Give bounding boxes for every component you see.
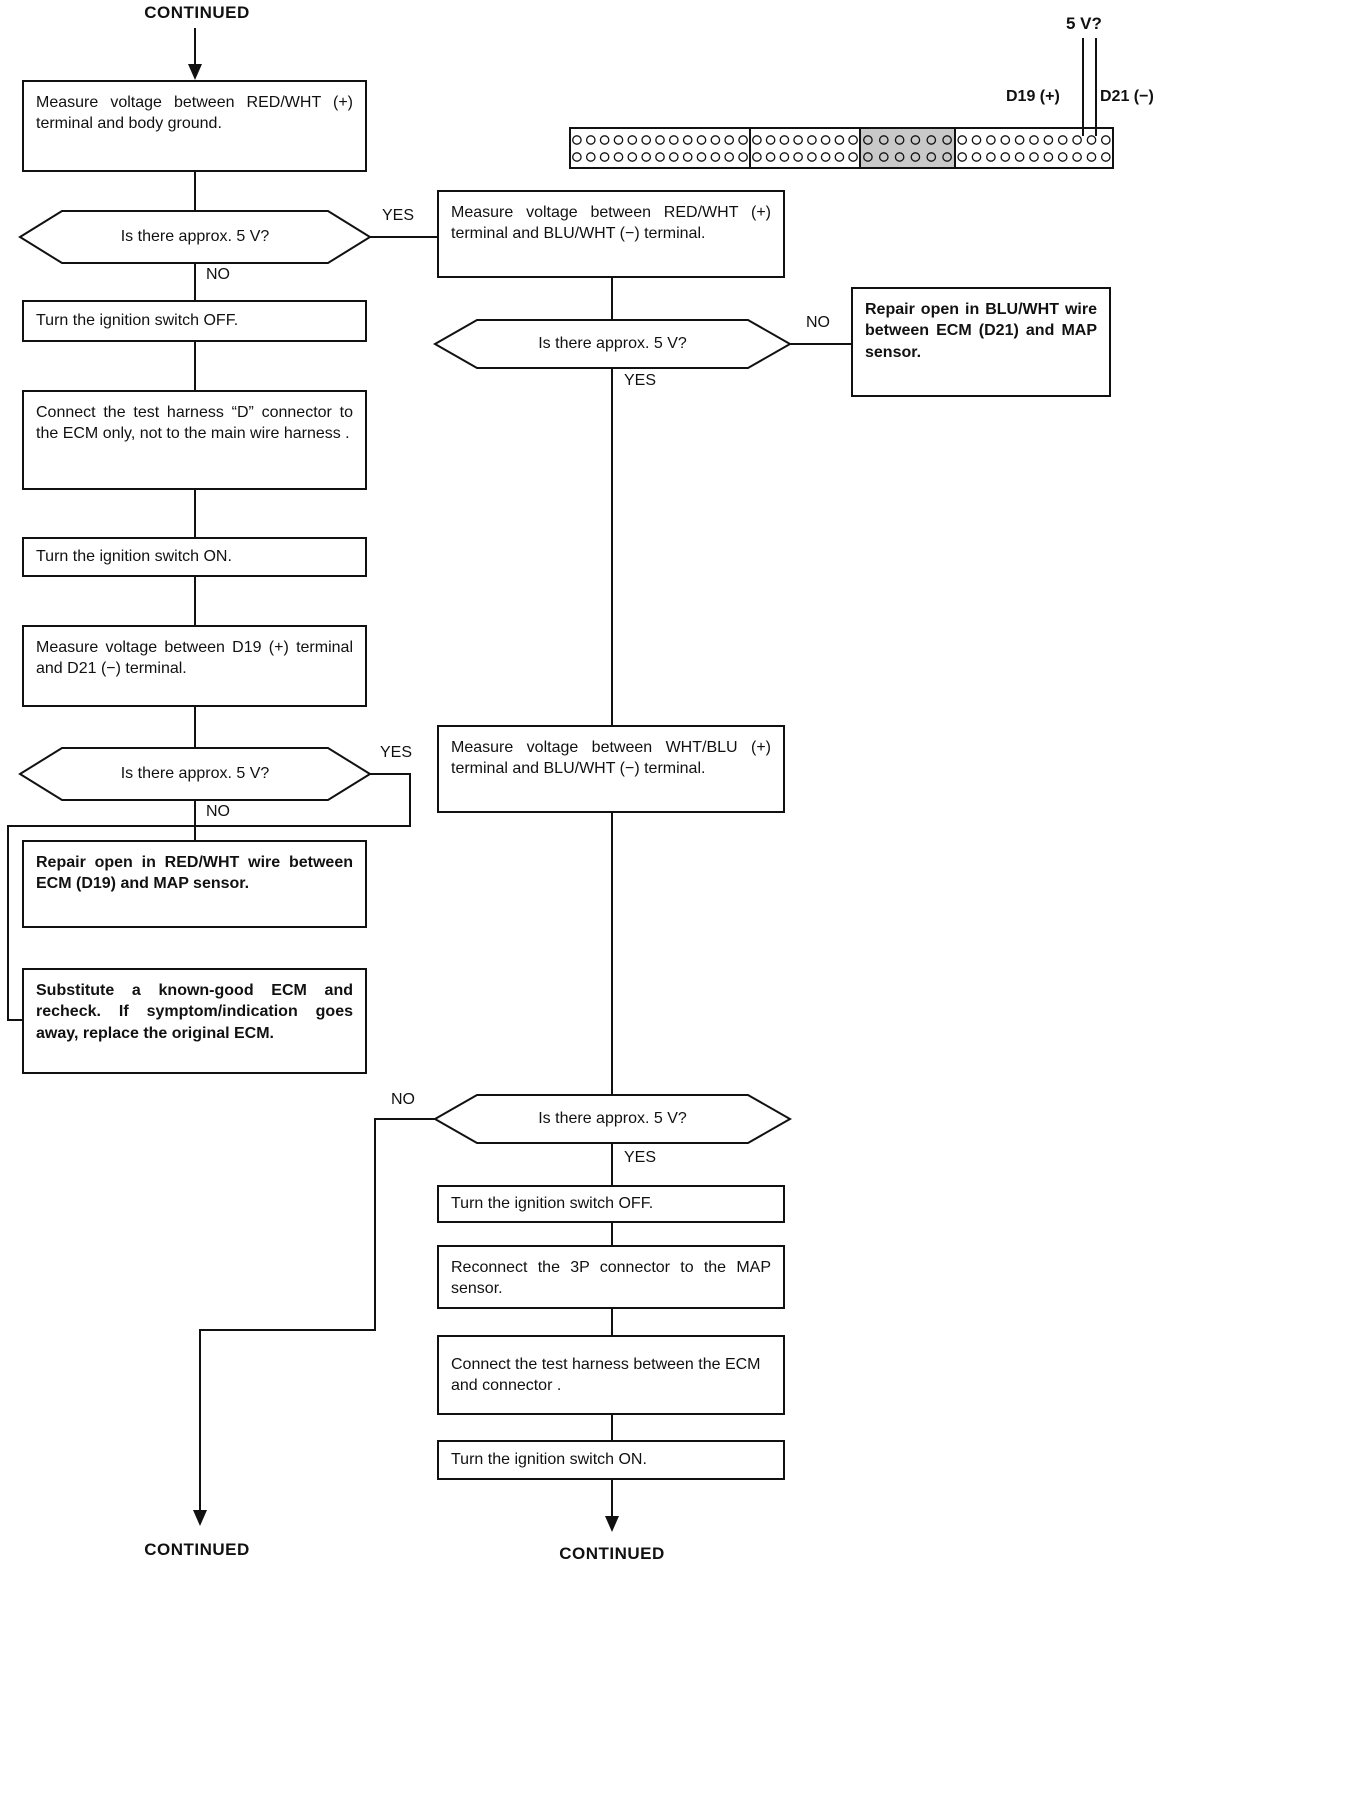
step-ignition-off-right: Turn the ignition switch OFF. — [437, 1185, 785, 1223]
branch-no-2: NO — [206, 803, 230, 820]
continued-top-label: CONTINUED — [144, 3, 250, 22]
probe-voltage-label: 5 V? — [1066, 14, 1102, 33]
step-ignition-on-left: Turn the ignition switch ON. — [22, 537, 367, 577]
step-substitute-ecm: Substitute a known-good ECM and recheck. If symptom/indication goes away, replace the original ECM. — [22, 968, 367, 1074]
step-reconnect-3p-connector: Reconnect the 3P connector to the MAP sensor. — [437, 1245, 785, 1309]
probe-terminal-positive-label: D19 (+) — [1006, 88, 1060, 105]
branch-no-1: NO — [206, 266, 230, 283]
step-connect-test-harness-ecm: Connect the test harness between the ECM and connector . — [437, 1335, 785, 1415]
continued-bottom-right-label: CONTINUED — [559, 1544, 665, 1563]
step-repair-red-wht-wire: Repair open in RED/WHT wire between ECM (D19) and MAP sensor. — [22, 840, 367, 928]
branch-yes-3: YES — [624, 372, 657, 389]
step-measure-red-wht-blu-wht: Measure voltage between RED/WHT (+) terminal and BLU/WHT (−) terminal. — [437, 190, 785, 278]
step-ignition-off-left: Turn the ignition switch OFF. — [22, 300, 367, 342]
continued-bottom-left-label: CONTINUED — [144, 1540, 250, 1559]
branch-no-4: NO — [391, 1091, 415, 1108]
step-ignition-on-right: Turn the ignition switch ON. — [437, 1440, 785, 1480]
step-measure-d19-d21: Measure voltage between D19 (+) terminal and D21 (−) terminal. — [22, 625, 367, 707]
branch-yes-1: YES — [382, 207, 415, 224]
decision-approx-5v-2: Is there approx. 5 V? — [120, 765, 270, 782]
branch-yes-2: YES — [380, 744, 413, 761]
decision-approx-5v-3: Is there approx. 5 V? — [538, 335, 687, 352]
step-measure-red-wht-body-ground: Measure voltage between RED/WHT (+) terminal and body ground. — [22, 80, 367, 172]
probe-terminal-negative-label: D21 (−) — [1100, 88, 1154, 105]
branch-no-3: NO — [806, 314, 830, 331]
ecm-connector-illustration — [570, 128, 1113, 168]
decision-approx-5v-1: Is there approx. 5 V? — [120, 228, 270, 245]
step-measure-wht-blu-blu-wht: Measure voltage between WHT/BLU (+) terminal and BLU/WHT (−) terminal. — [437, 725, 785, 813]
step-repair-blu-wht-wire: Repair open in BLU/WHT wire between ECM (D21) and MAP sensor. — [851, 287, 1111, 397]
step-connect-test-harness-d: Connect the test harness “D” connector to the ECM only, not to the main wire harness . — [22, 390, 367, 490]
decision-approx-5v-4: Is there approx. 5 V? — [538, 1110, 687, 1127]
branch-yes-4: YES — [624, 1149, 657, 1166]
